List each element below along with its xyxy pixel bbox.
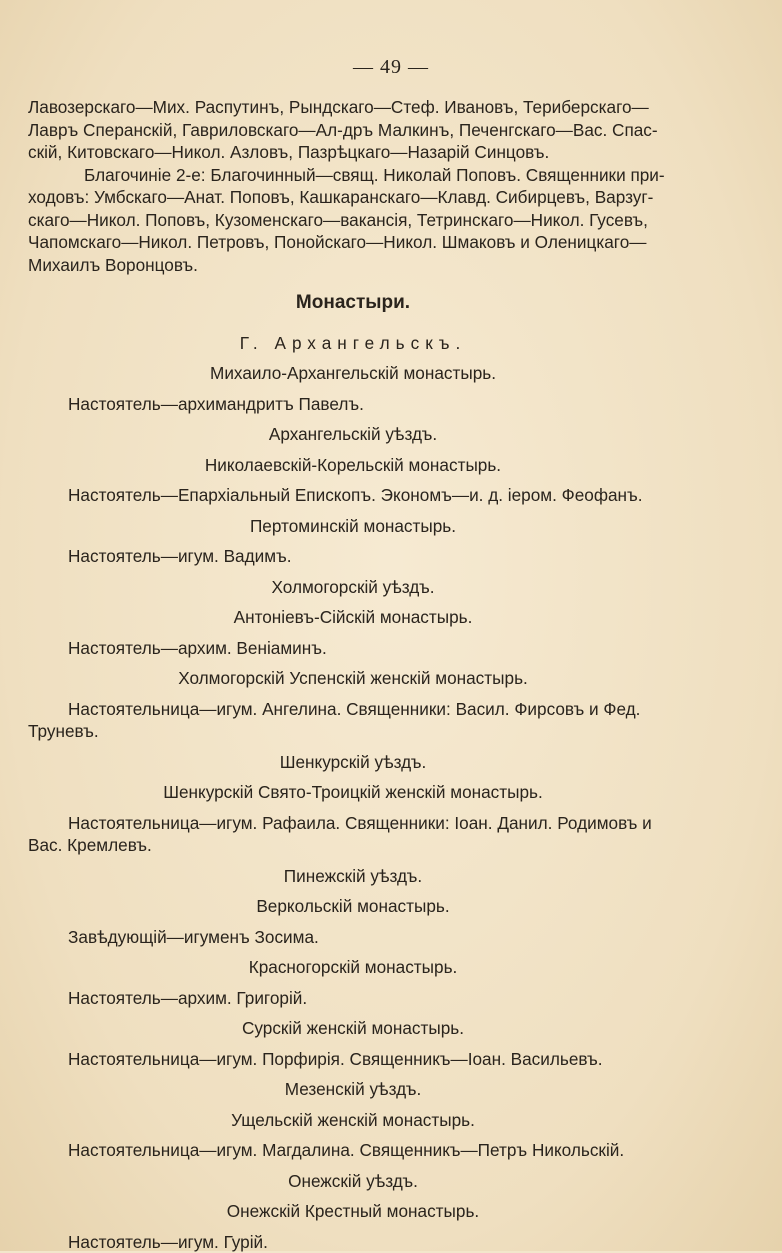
deanery-line: Благочиніе 2-е: Благочинный—свящ. Николай Поповъ. Священники при-	[28, 164, 678, 187]
monastery-staff-cont: Вас. Кремлевъ.	[28, 834, 678, 857]
monastery-staff: Настоятельница—игум. Порфирія. Священникъ—Іоан. Васильевъ.	[28, 1048, 678, 1071]
district-heading: Мезенскій уѣздъ.	[28, 1078, 678, 1101]
intro-line: скій, Китовскаго—Никол. Азловъ, Пазрѣцкаго—Назарій Синцовъ.	[28, 141, 678, 164]
monastery-title: Антоніевъ-Сійскій монастырь.	[28, 606, 678, 629]
district-heading: Холмогорскій уѣздъ.	[28, 576, 678, 599]
monastery-staff: Настоятель—архим. Веніаминъ.	[28, 637, 678, 660]
section-title: Монастыри.	[28, 292, 678, 315]
monastery-title: Красногорскій монастырь.	[28, 956, 678, 979]
district-heading: Архангельскій уѣздъ.	[28, 423, 678, 446]
deanery-line: Михаилъ Воронцовъ.	[28, 254, 678, 277]
monastery-staff: Настоятель—Епархіальный Епископъ. Экономъ—и. д. іером. Феофанъ.	[28, 484, 678, 507]
monastery-staff: Настоятельница—игум. Ангелина. Священники: Васил. Фирсовъ и Фед.	[28, 698, 678, 721]
monastery-staff: Настоятель—архим. Григорій.	[28, 987, 678, 1010]
monastery-title: Онежскій Крестный монастырь.	[28, 1200, 678, 1223]
city-heading: Г. Архангельскъ.	[28, 332, 678, 355]
monastery-title: Пертоминскій монастырь.	[28, 515, 678, 538]
intro-line: Лавозерскаго—Мих. Распутинъ, Рындскаго—Стеф. Ивановъ, Териберскаго—	[28, 96, 678, 119]
monastery-title: Михаило-Архангельскій монастырь.	[28, 362, 678, 385]
monastery-staff-cont: Труневъ.	[28, 720, 678, 743]
deanery-line: ходовъ: Умбскаго—Анат. Поповъ, Кашкаранскаго—Клавд. Сибирцевъ, Варзуг-	[28, 186, 678, 209]
monastery-title: Николаевскій-Корельскій монастырь.	[28, 454, 678, 477]
monastery-title: Сурскій женскій монастырь.	[28, 1017, 678, 1040]
intro-line: Лавръ Сперанскій, Гавриловскаго—Ал-дръ Малкинъ, Печенгскаго—Вас. Спас-	[28, 119, 678, 142]
monastery-staff: Настоятель—игум. Гурій.	[28, 1231, 678, 1253]
district-heading: Пинежскій уѣздъ.	[28, 865, 678, 888]
page-body	[28, 96, 678, 1253]
monastery-staff: Настоятель—игум. Вадимъ.	[28, 545, 678, 568]
monastery-title: Веркольскій монастырь.	[28, 895, 678, 918]
page-number: — 49 —	[0, 56, 782, 79]
monastery-staff: Завѣдующій—игуменъ Зосима.	[28, 926, 678, 949]
monastery-title: Шенкурскій Свято-Троицкій женскій монастырь.	[28, 781, 678, 804]
monastery-title: Холмогорскій Успенскій женскій монастырь.	[28, 667, 678, 690]
district-heading: Шенкурскій уѣздъ.	[28, 751, 678, 774]
monastery-staff: Настоятельница—игум. Рафаила. Священники: Іоан. Данил. Родимовъ и	[28, 812, 678, 835]
deanery-line: Чапомскаго—Никол. Петровъ, Понойскаго—Никол. Шмаковъ и Оленицкаго—	[28, 231, 678, 254]
district-heading: Онежскій уѣздъ.	[28, 1170, 678, 1193]
monastery-staff: Настоятель—архимандритъ Павелъ.	[28, 393, 678, 416]
monastery-staff: Настоятельница—игум. Магдалина. Священникъ—Петръ Никольскій.	[28, 1139, 678, 1162]
monastery-title: Ущельскій женскій монастырь.	[28, 1109, 678, 1132]
deanery-line: скаго—Никол. Поповъ, Кузоменскаго—вакансія, Тетринскаго—Никол. Гусевъ,	[28, 209, 678, 232]
